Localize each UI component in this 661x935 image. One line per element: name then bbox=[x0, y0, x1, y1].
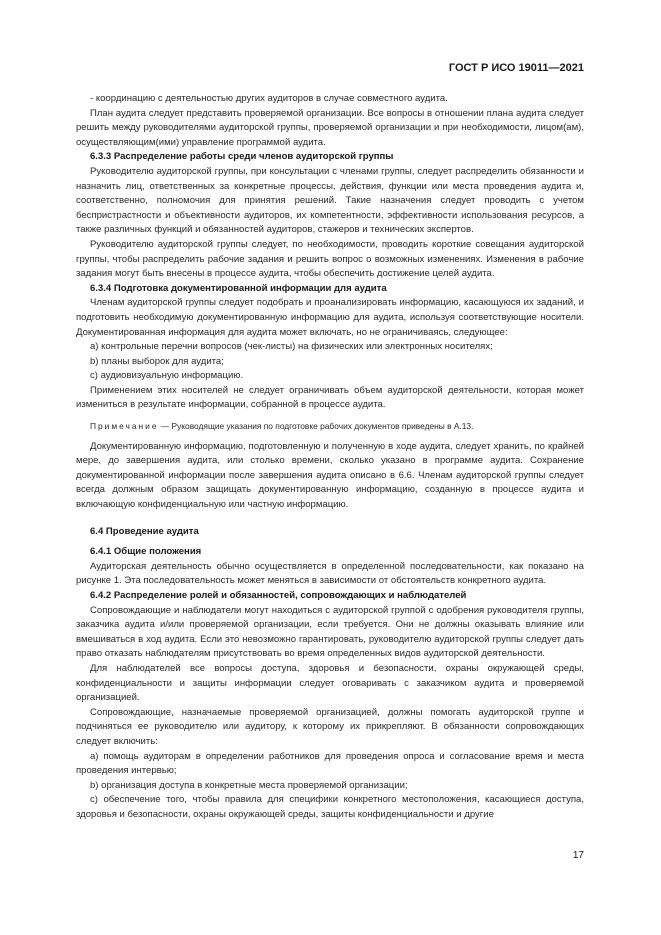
paragraph: Сопровождающие и наблюдатели могут находиться с аудиторской группой с одобрения руководителя группы, заказчика аудита и/или проверяемой организации, если требуется. Они не должны оказывать влияние или вмешиваться в ход аудита. Если это невозможно гарантировать, руководителю аудиторской группы следует дать право отказать наблюдателям присутствовать во время определенных видов аудиторской деятельности. bbox=[76, 604, 584, 660]
paragraph: Руководителю аудиторской группы, при консультации с членами группы, следует распределить обязанности и назначить лиц, ответственных за конкретные процессы, действия, функции или места проведения аудита и, соответственно, полномочия для принятия решений. Такие назначения следует проводить с учетом беспристрастности и объективности аудиторов, их компетентности, эффективности использования ресурсов, а также различных функций и обязанностей аудиторов, стажеров и технических экспертов. bbox=[76, 165, 584, 236]
section-heading-6-3-3: 6.3.3 Распределение работы среди членов аудиторской группы bbox=[90, 151, 394, 163]
paragraph: План аудита следует представить проверяемой организации. Все вопросы в отношении плана аудита следует решить между руководителями аудиторской группы, проверяемой организации и при необходимости, лицом(ам), осуществляющим(ими) управление программой аудита. bbox=[76, 107, 584, 148]
note bbox=[76, 419, 584, 434]
document-code-header: ГОСТ Р ИСО 19011—2021 bbox=[448, 62, 584, 74]
note-label: Примечание bbox=[90, 421, 159, 432]
list-item: a) помощь аудиторам в определении работников для проведения опроса и согласование время и места проведения интервью; bbox=[76, 750, 584, 777]
list-item: b) организация доступа в конкретные места проверяемой организации; bbox=[90, 779, 408, 791]
paragraph: - координацию с деятельностью других аудиторов в случае совместного аудита. bbox=[90, 93, 448, 104]
document-body bbox=[76, 92, 584, 823]
section-heading-6-3-4: 6.3.4 Подготовка документированной информации для аудита bbox=[90, 282, 387, 294]
page-number: 17 bbox=[572, 850, 584, 861]
section-heading-6-4-2: 6.4.2 Распределение ролей и обязанностей, сопровождающих и наблюдателей bbox=[90, 590, 467, 601]
paragraph: Сопровождающие, назначаемые проверяемой организацией, должны помогать аудиторской группе и подчиняться ее руководителю или аудитору, к которому их прикрепляют. В обязанности сопровождающих следует включить: bbox=[76, 706, 584, 747]
list-item: c) обеспечение того, чтобы правила для специфики конкретного местоположения, касающиеся доступа, здоровья и безопасности, охраны окружающей среды, защиты конфиденциальности и другие bbox=[76, 794, 584, 820]
paragraph: Применением этих носителей не следует ограничивать объем аудиторской деятельности, которая может измениться в результате информации, собранной в процессе аудита. bbox=[76, 384, 584, 411]
section-heading-6-4-1: 6.4.1 Общие положения bbox=[90, 546, 202, 558]
list-item: c) аудиовизуальную информацию. bbox=[90, 370, 244, 382]
paragraph: Для наблюдателей все вопросы доступа, здоровья и безопасности, охраны окружающей среды, конфиденциальности и защиты информации следует оговаривать с заказчиком аудита и проверяемой организацией. bbox=[76, 662, 584, 704]
paragraph: Документированную информацию, подготовленную и полученную в ходе аудита, следует хранить, по крайней мере, до завершения аудита, или столько времени, сколько указано в программе аудита. Сохранение документированной информации после завершения аудита описано в 6.6. Членам аудиторской группы следует всегда должным образом защищать документированную информацию, созданную в процессе аудита и включающую конфиденциальную или частную информацию. bbox=[76, 440, 584, 511]
paragraph: Аудиторская деятельность обычно осуществляется в определенной последовательности, как показано на рисунке 1. Эта последовательность может меняться в зависимости от обстоятельств конкретного аудита. bbox=[76, 560, 584, 587]
section-heading-6-4: 6.4 Проведение аудита bbox=[90, 525, 199, 537]
paragraph: Членам аудиторской группы следует подобрать и проанализировать информацию, касающуюся их заданий, и подготовить необходимую документированную информацию для аудита, используя соответствующие носители. Документированная информация для аудита может включать, но не ограничиваясь, следующее: bbox=[76, 297, 584, 338]
list-item: a) контрольные перечни вопросов (чек-листы) на физических или электронных носителях; bbox=[90, 341, 493, 353]
paragraph: Руководителю аудиторской группы следует, по необходимости, проводить короткие совещания аудиторской группы, чтобы распределить рабочие задания и решить вопрос о возможных изменениях. Изменения в рабочие задания могут быть внесены в процессе аудита, чтобы обеспечить достижение целей аудита. bbox=[76, 238, 584, 280]
list-item: b) планы выборок для аудита; bbox=[90, 355, 224, 367]
note-text: — Руководящие указания по подготовке рабочих документов приведены в А.13. bbox=[158, 421, 474, 432]
